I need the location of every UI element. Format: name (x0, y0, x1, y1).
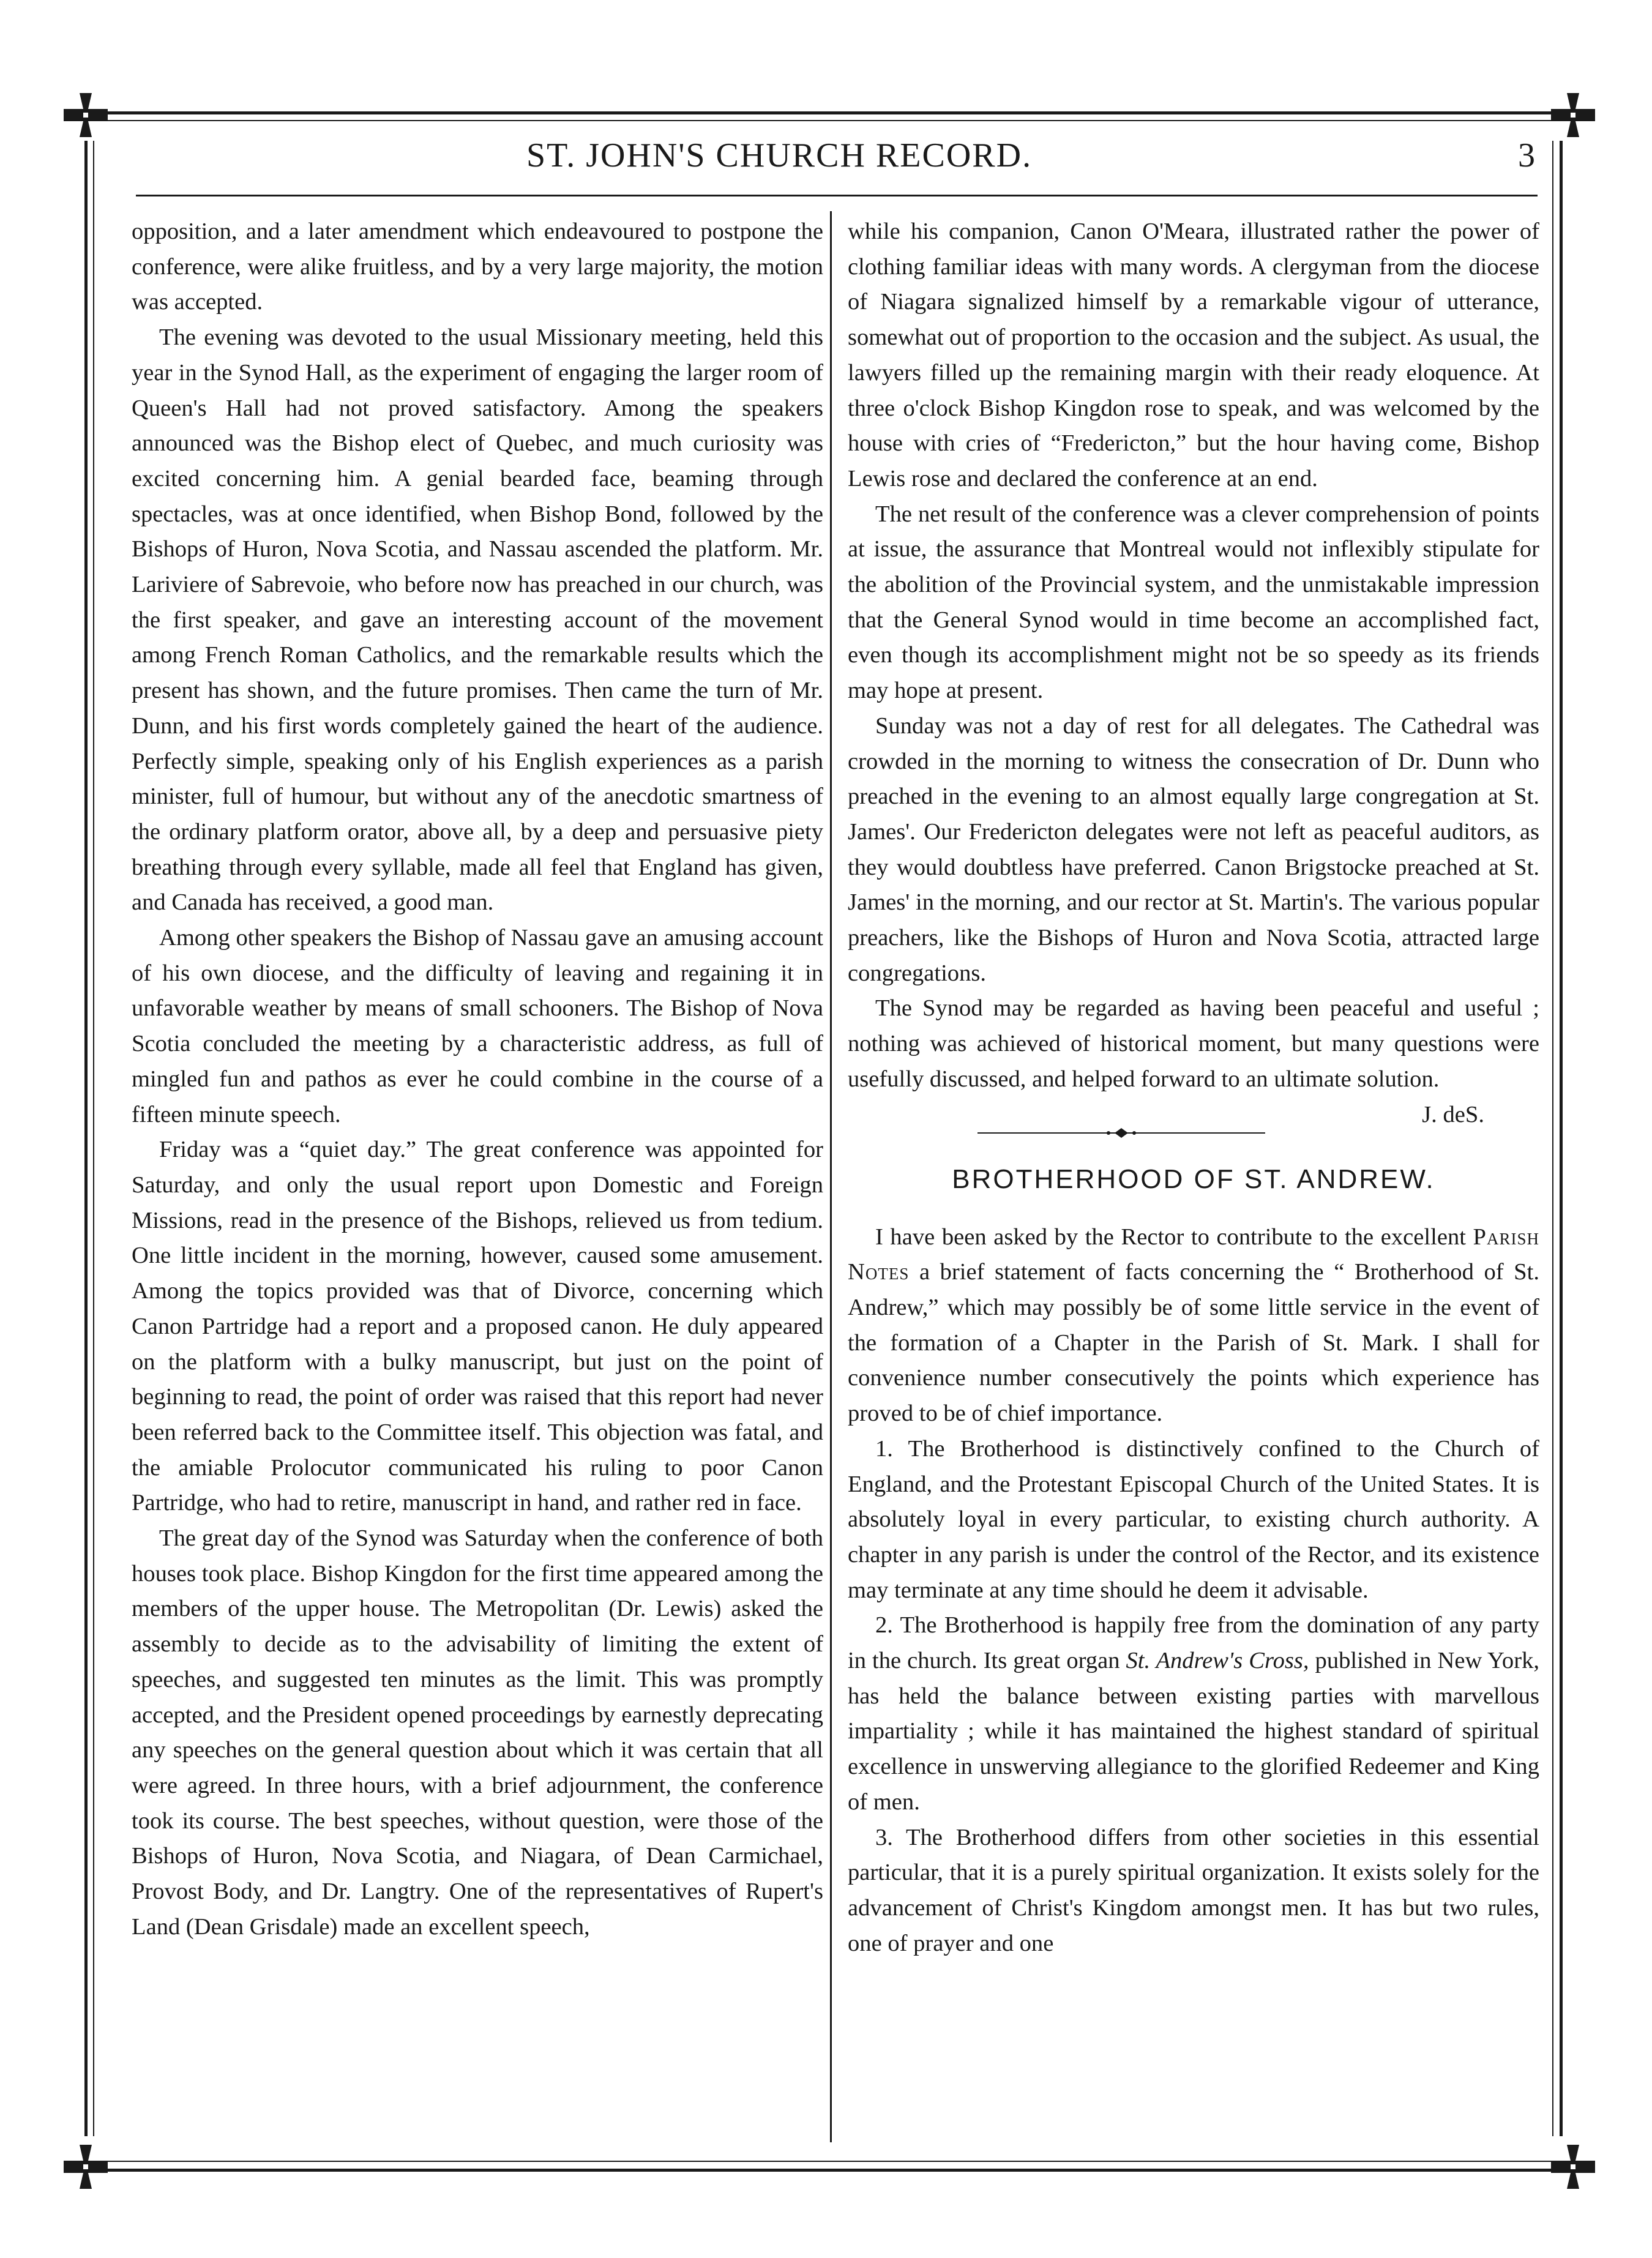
paragraph: The evening was devoted to the usual Missionary meeting, held this year in the Synod Hall, as the experiment of engaging the larger room of Queen's Hall had not proved satisfactory. Among the speakers announced was the Bishop elect of Quebec, and much curiosity was excited concerning him. A genial bearded face, beaming through spectacles, was at once identified, when Bishop Bond, followed by the Bishops of Huron, Nova Scotia, and Nassau ascended the platform. Mr. Lariviere of Sabrevoie, who before now has preached in our church, was the first speaker, and gave an interesting account of the movement among French Roman Catholics, and the remarkable results which the present has shown, and the future promises. Then came the turn of Mr. Dunn, and his first words completely gained the heart of the audience. Perfectly simple, speaking only of his English experiences as a parish minister, full of humour, but without any of the anecdotic smartness of the ordinary platform orator, above all, by a deep and persuasive piety breathing through every syllable, made all feel that England has given, and Canada has received, a good man. (132, 324, 823, 916)
paragraph-text: The Synod may be regarded as having been peaceful and useful ; nothing was achieved of historical moment, but many questions were usefully discussed, and helped forward to an ultimate solution. (848, 995, 1539, 1092)
paragraph (848, 1220, 1539, 1432)
paragraph: Among other speakers the Bishop of Nassau gave an amusing account of his own diocese, and the difficulty of leaving and regaining it in unfavorable weather by means of small schooners. The Bishop of Nova Scotia concluded the meeting by a characteristic address, as full of mingled fun and pathos as ever he could combine in the course of a fifteen minute speech. (132, 925, 823, 1127)
paragraph: The great day of the Synod was Saturday when the conference of both houses took place. Bishop Kingdon for the first time appeared among the members of the upper house. The Metropolitan (Dr. Lewis) asked the assembly to decide as to the advisability of limiting the extent of speeches, and suggested ten minutes as the limit. This was promptly accepted, and the President opened proceedings by earnestly deprecating any speeches on the general question about which it was certain that all were agreed. In three hours, with a brief adjournment, the conference took its course. The best speeches, without question, were those of the Bishops of Huron, Nova Scotia, and Niagara, of Dean Carmichael, Provost Body, and Dr. Langtry. One of the representatives of Rupert's Land (Dean Grisdale) made an excellent speech, (132, 1525, 823, 1940)
section-divider-ornament (977, 1128, 1265, 1138)
frame-bottom-rule (92, 2169, 1561, 2172)
numbered-point: 1. The Brotherhood is distinctively confined to the Church of England, and the Protestant Episcopal Church of the United States. It is absolutely loyal in every particular, to existing church authority. A chapter in any parish is under the control of the Rector, and its existence may terminate at any time should he deem it advisable. (848, 1435, 1539, 1603)
paragraph: Sunday was not a day of rest for all delegates. The Cathedral was crowded in the morning to witness the consecration of Dr. Dunn who preached in the evening to an almost equally large congregation at St. James'. Our Fredericton delegates were not left as peaceful auditors, as they would doubtless have preferred. Canon Brigstocke preached at St. James' in the morning, and our rector at St. Martin's. The various popular preachers, like the Bishops of Huron and Nova Scotia, attracted large congregations. (848, 712, 1539, 986)
frame-top-rule (92, 111, 1561, 114)
corner-cross-icon (61, 2142, 110, 2191)
running-title: ST. JOHN'S CHURCH RECORD. (526, 136, 1033, 174)
paragraph: The net result of the conference was a clever comprehension of points at issue, the assurance that Montreal would not inflexibly stipulate for the abolition of the Provincial system, and the unmistakable impression that the General Synod would in time become an accomplished fact, even though its accomplishment might not be so speedy as its friends may hope at present. (848, 501, 1539, 704)
text-run: I have been asked by the Rector to contribute to the excellent (875, 1224, 1466, 1250)
corner-cross-icon (61, 91, 110, 140)
text-run: a brief statement of facts concerning the “ Brotherhood of St. Andrew,” which may possibly be of some little service in the event of the formation of a Chapter in the Parish of St. Mark. I shall for convenience number consecutively the points which experience has proved to be of chief importance. (848, 1259, 1539, 1427)
frame-left-rule (84, 141, 88, 2136)
numbered-point (848, 1608, 1539, 1820)
corner-cross-icon (1549, 91, 1598, 140)
paragraph: Friday was a “quiet day.” The great conference was appointed for Saturday, and only the usual report upon Domestic and Foreign Missions, read in the presence of the Bishops, relieved us from tedium. One little incident in the morning, however, caused some amusement. Among the topics provided was that of Divorce, concerning which Canon Partridge had a report and a proposed canon. He duly appeared on the platform with a bulky manuscript, but just on the point of beginning to read, the point of order was raised that this report had never been referred back to the Committee itself. This objection was fatal, and the amiable Prolocutor communicated his ruling to poor Canon Partridge, who had to retire, manuscript in hand, and rather red in face. (132, 1137, 823, 1516)
text-run: 2. The Brotherhood is happily free from the domination of any party in the church. Its great organ (848, 1612, 1539, 1674)
text-run: published in New York, has held the balance between existing parties with marvellous impartiality ; while it has maintained the highest standard of spiritual excellence in unswerving allegiance to the glorified Redeemer and King of men. (848, 1648, 1540, 1815)
corner-cross-icon (1549, 2142, 1598, 2191)
right-column (848, 214, 1539, 1961)
numbered-point: 3. The Brotherhood differs from other societies in this essential particular, that it is a purely spiritual organization. It exists solely for the advancement of Christ's Kingdom amongst men. It has but two rules, one of prayer and one (848, 1824, 1539, 1956)
paragraph: opposition, and a later amendment which endeavoured to postpone the conference, were alike fruitless, and by a very large majority, the motion was accepted. (132, 219, 823, 315)
publication-name: Parish Notes (848, 1224, 1539, 1285)
author-signature: J. deS. (1422, 1101, 1484, 1127)
page-number: 3 (1518, 136, 1535, 174)
section-title: BROTHERHOOD OF ST. ANDREW. (952, 1164, 1435, 1194)
frame-bottom-inner-rule (92, 2161, 1561, 2162)
frame-right-inner-rule (1552, 141, 1553, 2136)
paragraph: while his companion, Canon O'Meara, illustrated rather the power of clothing familiar ideas with many words. A clergyman from the diocese of Niagara signalized himself by a remarkable vigour of utterance, somewhat out of proportion to the occasion and the subject. As usual, the lawyers filled up the remaining margin with their ready eloquence. At three o'clock Bishop Kingdon rose to speak, and was welcomed by the house with cries of “Fredericton,” but the hour having come, Bishop Lewis rose and declared the conference at an end. (848, 219, 1539, 492)
frame-right-rule (1560, 141, 1563, 2136)
column-divider (830, 211, 832, 2142)
frame-top-inner-rule (92, 120, 1561, 121)
frame-left-inner-rule (93, 141, 94, 2136)
left-column (132, 214, 823, 1945)
paragraph-with-signature (848, 991, 1539, 1127)
header-rule (136, 195, 1538, 196)
publication-name: St. Andrew's Cross, (1126, 1648, 1309, 1674)
